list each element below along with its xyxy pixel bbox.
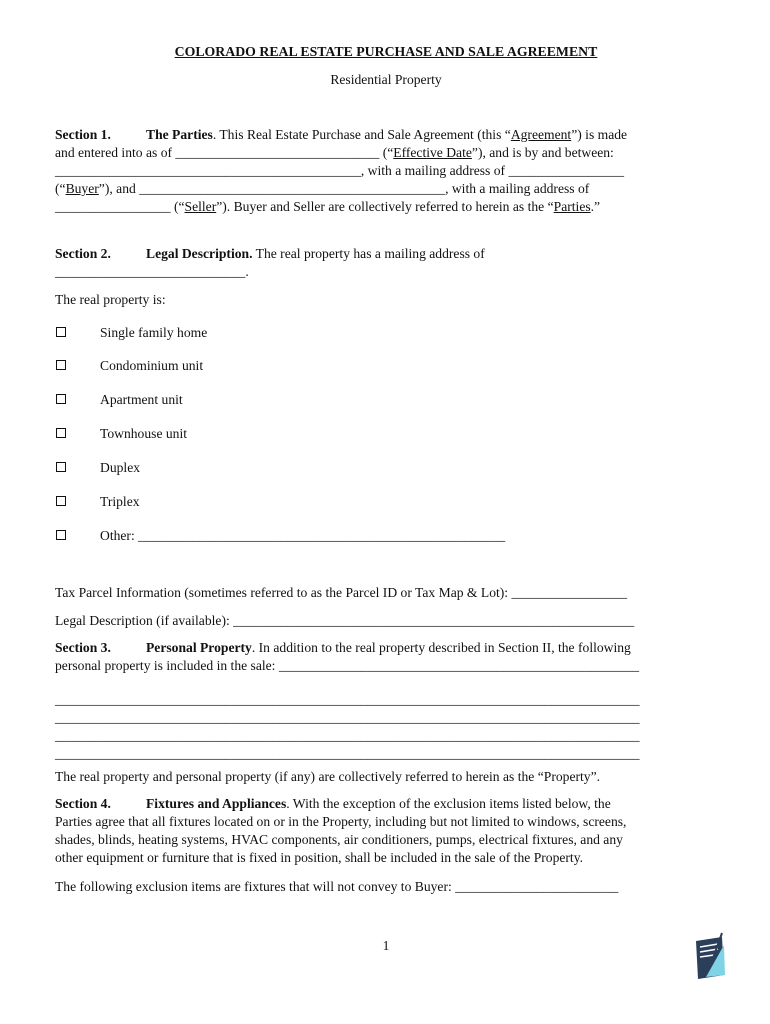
defined-term: Agreement (510, 127, 572, 142)
section-text: The following exclusion items are fixtures that will not convey to Buyer: (55, 879, 452, 894)
section-text: ”) is made (571, 127, 628, 142)
seller-name-field[interactable]: _____________________________________________ (135, 181, 446, 196)
option-label: Condominium unit (100, 358, 204, 373)
seller-address-field[interactable]: _________________ (55, 199, 174, 214)
section-text: (“ (382, 145, 394, 160)
other-field[interactable]: ______________________________________________________ (134, 528, 506, 543)
section-text: . (245, 264, 249, 279)
option-label: Townhouse unit (100, 426, 188, 441)
section-text: , with a mailing address of (360, 163, 506, 178)
property-definition: The real property and personal property (if any) are collectively referred to herein as the “Property”. (55, 769, 601, 784)
buyer-address-field[interactable]: _________________ (505, 163, 625, 178)
option-label: Single family home (100, 325, 208, 340)
property-address-field[interactable]: ____________________________ (55, 264, 246, 279)
section-text: ”). Buyer and Seller are collectively referred to herein as the “ (216, 199, 554, 214)
checkbox[interactable] (56, 496, 66, 506)
checkbox[interactable] (56, 462, 66, 472)
legal-description-line (55, 612, 717, 630)
personal-property-field[interactable]: _____________________________________________________ (275, 658, 640, 673)
section-text: . In addition to the real property described in Section II, the following (251, 640, 631, 655)
section-text: and entered into as of (55, 145, 173, 160)
checkbox[interactable] (56, 530, 66, 540)
defined-term: Buyer (65, 181, 99, 196)
section-label: Section 4. (55, 796, 111, 811)
effective-date-field[interactable]: ______________________________ (172, 145, 383, 160)
section-text: The real property has a mailing address of (252, 246, 485, 261)
defined-term: Effective Date (393, 145, 472, 160)
section-text: .” (590, 199, 601, 214)
legal-description-field[interactable]: ___________________________________________________________ (229, 613, 635, 628)
checkbox[interactable] (56, 327, 66, 337)
section-text: (“ (55, 181, 66, 196)
section-heading: Fixtures and Appliances (146, 796, 287, 811)
section-text: Parties agree that all fixtures located on or in the Property, including but not limited to windows, screens, (55, 814, 627, 829)
option-label: Apartment unit (100, 392, 183, 407)
checkbox[interactable] (56, 394, 66, 404)
section-heading: Personal Property (146, 640, 252, 655)
section-text: shades, blinds, heating systems, HVAC components, air conditioners, pumps, electrical fixtures, and any (55, 832, 623, 847)
section-text: ”), and (98, 181, 136, 196)
section-heading: The Parties (146, 127, 213, 142)
section-heading: Legal Description. (146, 246, 253, 261)
section-4 (55, 795, 717, 867)
checkbox[interactable] (56, 428, 66, 438)
section-text: . This Real Estate Purchase and Sale Agreement (this “ (212, 127, 511, 142)
section-text: (“ (173, 199, 185, 214)
buyer-name-field[interactable]: _____________________________________________ (55, 163, 361, 178)
section-label: Section 3. (55, 640, 111, 655)
section-text: personal property is included in the sale: (55, 658, 276, 673)
section-text: Tax Parcel Information (sometimes referred to as the Parcel ID or Tax Map & Lot): (55, 585, 509, 600)
option-label: Other: (100, 528, 135, 543)
section-3 (55, 639, 717, 675)
document-subtitle: Residential Property (330, 72, 442, 87)
section-text: , with a mailing address of (445, 181, 590, 196)
tax-parcel-line (55, 584, 717, 602)
tax-parcel-field[interactable]: _________________ (508, 585, 628, 600)
checkbox[interactable] (56, 360, 66, 370)
option-label: Triplex (100, 494, 140, 509)
page-number: 1 (382, 938, 390, 953)
personal-property-line-4[interactable]: ______________________________________________________________________________________ (55, 746, 640, 761)
personal-property-line-3[interactable]: ______________________________________________________________________________________ (55, 728, 640, 743)
document-logo-icon (692, 931, 728, 983)
document-title: COLORADO REAL ESTATE PURCHASE AND SALE AGREEMENT (174, 44, 598, 59)
defined-term: Seller (184, 199, 217, 214)
section-2 (55, 245, 717, 281)
section-1 (55, 126, 717, 216)
property-type-intro: The real property is: (55, 292, 166, 307)
section-text: . With the exception of the exclusion items listed below, the (286, 796, 611, 811)
section-label: Section 1. (55, 127, 111, 142)
section-text: Legal Description (if available): (55, 613, 230, 628)
section-label: Section 2. (55, 246, 111, 261)
exclusion-field[interactable]: ________________________ (451, 879, 619, 894)
personal-property-line-1[interactable]: ______________________________________________________________________________________ (55, 692, 640, 707)
personal-property-line-2[interactable]: ______________________________________________________________________________________ (55, 710, 640, 725)
defined-term: Parties (553, 199, 591, 214)
section-text: ”), and is by and between: (471, 145, 614, 160)
exclusion-line (55, 878, 717, 896)
section-text: other equipment or furniture that is fixed in position, shall be included in the sale of the Property. (55, 850, 584, 865)
option-label: Duplex (100, 460, 141, 475)
